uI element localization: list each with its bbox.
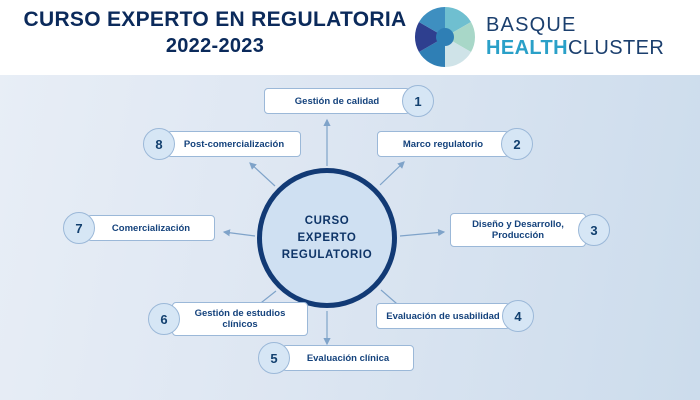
logo — [414, 4, 692, 70]
title-line-1: CURSO EXPERTO EN REGULATORIA — [23, 8, 407, 31]
node-label-7: Comercialización — [87, 215, 215, 241]
logo-health-word: HEALTH — [486, 37, 569, 59]
node-number-8: 8 — [143, 128, 175, 160]
node-label-8: Post-comercialización — [167, 131, 301, 157]
logo-line-1: BASQUE — [486, 14, 577, 36]
node-label-5: Evaluación clínica — [282, 345, 414, 371]
logo-cluster-word: CLUSTER — [568, 37, 665, 59]
diagram-node-4[interactable] — [376, 303, 540, 329]
node-number-6: 6 — [148, 303, 180, 335]
hub-circle — [257, 168, 397, 308]
diagram-node-6[interactable] — [148, 302, 314, 336]
node-label-1: Gestión de calidad — [264, 88, 410, 114]
node-number-7: 7 — [63, 212, 95, 244]
node-number-3: 3 — [578, 214, 610, 246]
diagram-node-5[interactable] — [258, 345, 420, 371]
title-line-2: 2022-2023 — [165, 35, 265, 57]
node-label-2: Marco regulatorio — [377, 131, 509, 157]
basque-health-cluster-petal-logo-icon — [414, 6, 476, 68]
node-number-2: 2 — [501, 128, 533, 160]
diagram-node-3[interactable] — [450, 213, 616, 247]
hub-line-1: CURSO — [304, 214, 350, 227]
node-number-4: 4 — [502, 300, 534, 332]
node-label-3: Diseño y Desarrollo, Producción — [450, 213, 586, 247]
hub-line-2: EXPERTO — [297, 231, 357, 244]
diagram-node-7[interactable] — [63, 215, 221, 241]
logo-text — [486, 14, 664, 60]
node-label-6: Gestión de estudios clínicos — [172, 302, 308, 336]
hub-line-3: REGULATORIO — [281, 248, 373, 261]
logo-line-2 — [486, 37, 664, 60]
node-number-5: 5 — [258, 342, 290, 374]
diagram-node-1[interactable] — [264, 88, 440, 114]
node-label-4: Evaluación de usabilidad — [376, 303, 510, 329]
node-number-1: 1 — [402, 85, 434, 117]
diagram-node-2[interactable] — [377, 131, 539, 157]
page-title — [0, 6, 430, 60]
header-band — [0, 0, 700, 75]
diagram-node-8[interactable] — [143, 131, 307, 157]
